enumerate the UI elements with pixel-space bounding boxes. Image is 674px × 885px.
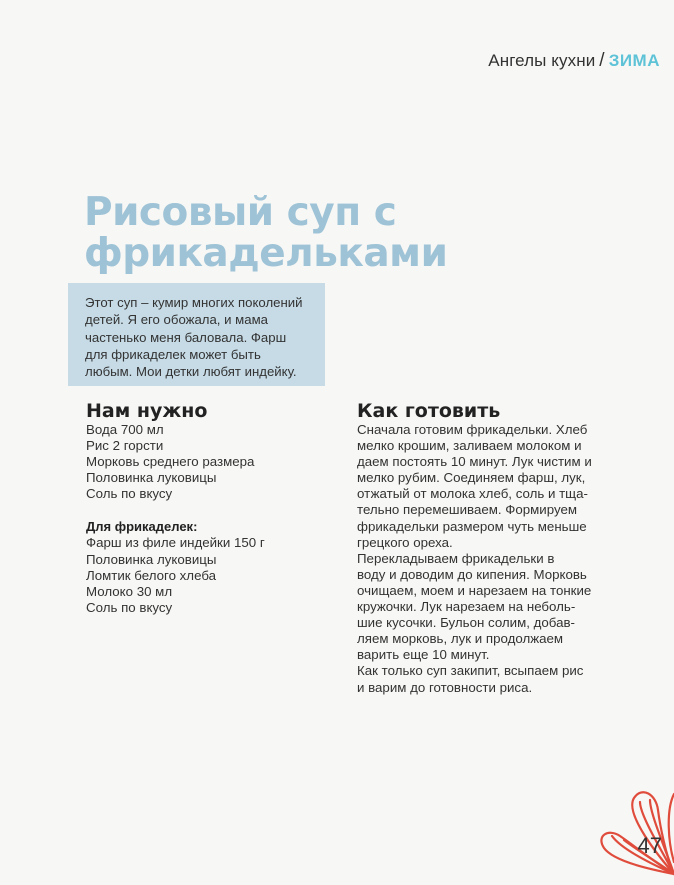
- ingredient-item: Морковь среднего размера: [86, 454, 255, 470]
- method-line: грецкого ореха.: [357, 534, 453, 550]
- ingredient-item: Соль по вкусу: [86, 486, 173, 502]
- method-line: Как только суп закипит, всыпаем рис: [357, 663, 584, 679]
- intro-line: Этот суп – кумир многих поколений: [85, 295, 303, 310]
- ingredient-item: Ломтик белого хлеба: [86, 567, 217, 583]
- page-number: 47: [637, 833, 662, 858]
- ingredients-list: [86, 422, 326, 502]
- method-line: и варим до готовности риса.: [357, 679, 533, 695]
- ingredient-item: Вода 700 мл: [86, 422, 164, 437]
- method-heading: Как готовить: [357, 400, 501, 422]
- method-line: очищаем, моем и нарезаем на тонкие: [357, 582, 592, 598]
- ingredient-item: Половинка луковицы: [86, 470, 217, 486]
- title-line: фрикадельками: [84, 231, 448, 276]
- method-text: [357, 422, 602, 696]
- intro-line: детей. Я его обожала, и мама: [85, 312, 268, 328]
- ingredients-heading: Нам нужно: [86, 400, 208, 422]
- method-line: тельно перемешиваем. Формируем: [357, 502, 578, 518]
- header-separator: /: [599, 50, 605, 71]
- method-line: воду и доводим до кипения. Морковь: [357, 566, 587, 582]
- method-line: даем постоять 10 минут. Лук чистим и: [357, 454, 592, 470]
- ingredient-item: Фарш из филе индейки 150 г: [86, 535, 265, 551]
- method-line: фрикадельки размером чуть меньше: [357, 518, 587, 534]
- method-line: отжатый от молока хлеб, соль и тща-: [357, 486, 588, 502]
- intro-line: любым. Мои детки любят индейку.: [85, 364, 297, 380]
- intro-box: [68, 283, 325, 386]
- recipe-title: [84, 192, 604, 274]
- title-line: Рисовый суп с: [84, 190, 397, 235]
- book-title: Ангелы кухни: [488, 51, 596, 70]
- method-line: ляем морковь, лук и продолжаем: [357, 631, 564, 647]
- season-label: ЗИМА: [608, 51, 660, 70]
- meatball-ingredients-list: [86, 535, 326, 615]
- ingredient-item: Рис 2 горсти: [86, 438, 164, 454]
- method-line: Сначала готовим фрикадельки. Хлеб: [357, 422, 588, 437]
- method-line: Перекладываем фрикадельки в: [357, 550, 555, 566]
- ingredient-item: Молоко 30 мл: [86, 583, 173, 599]
- method-line: мелко крошим, заливаем молоком и: [357, 438, 582, 454]
- flower-icon: [594, 770, 674, 885]
- intro-line: для фрикаделек может быть: [85, 346, 261, 362]
- method-line: кружочки. Лук нарезаем на неболь-: [357, 599, 576, 615]
- ingredient-item: Половинка луковицы: [86, 551, 217, 567]
- meatball-subheading: Для фрикаделек:: [86, 519, 198, 535]
- running-header: [488, 50, 660, 72]
- method-line: шие кусочки. Бульон солим, добав-: [357, 615, 575, 631]
- ingredient-item: Соль по вкусу: [86, 599, 173, 615]
- ingredients-section: [86, 400, 326, 616]
- method-section: [357, 400, 602, 696]
- intro-line: частенько меня баловала. Фарш: [85, 329, 287, 345]
- method-line: варить еще 10 минут.: [357, 647, 490, 663]
- method-line: мелко рубим. Соединяем фарш, лук,: [357, 470, 586, 486]
